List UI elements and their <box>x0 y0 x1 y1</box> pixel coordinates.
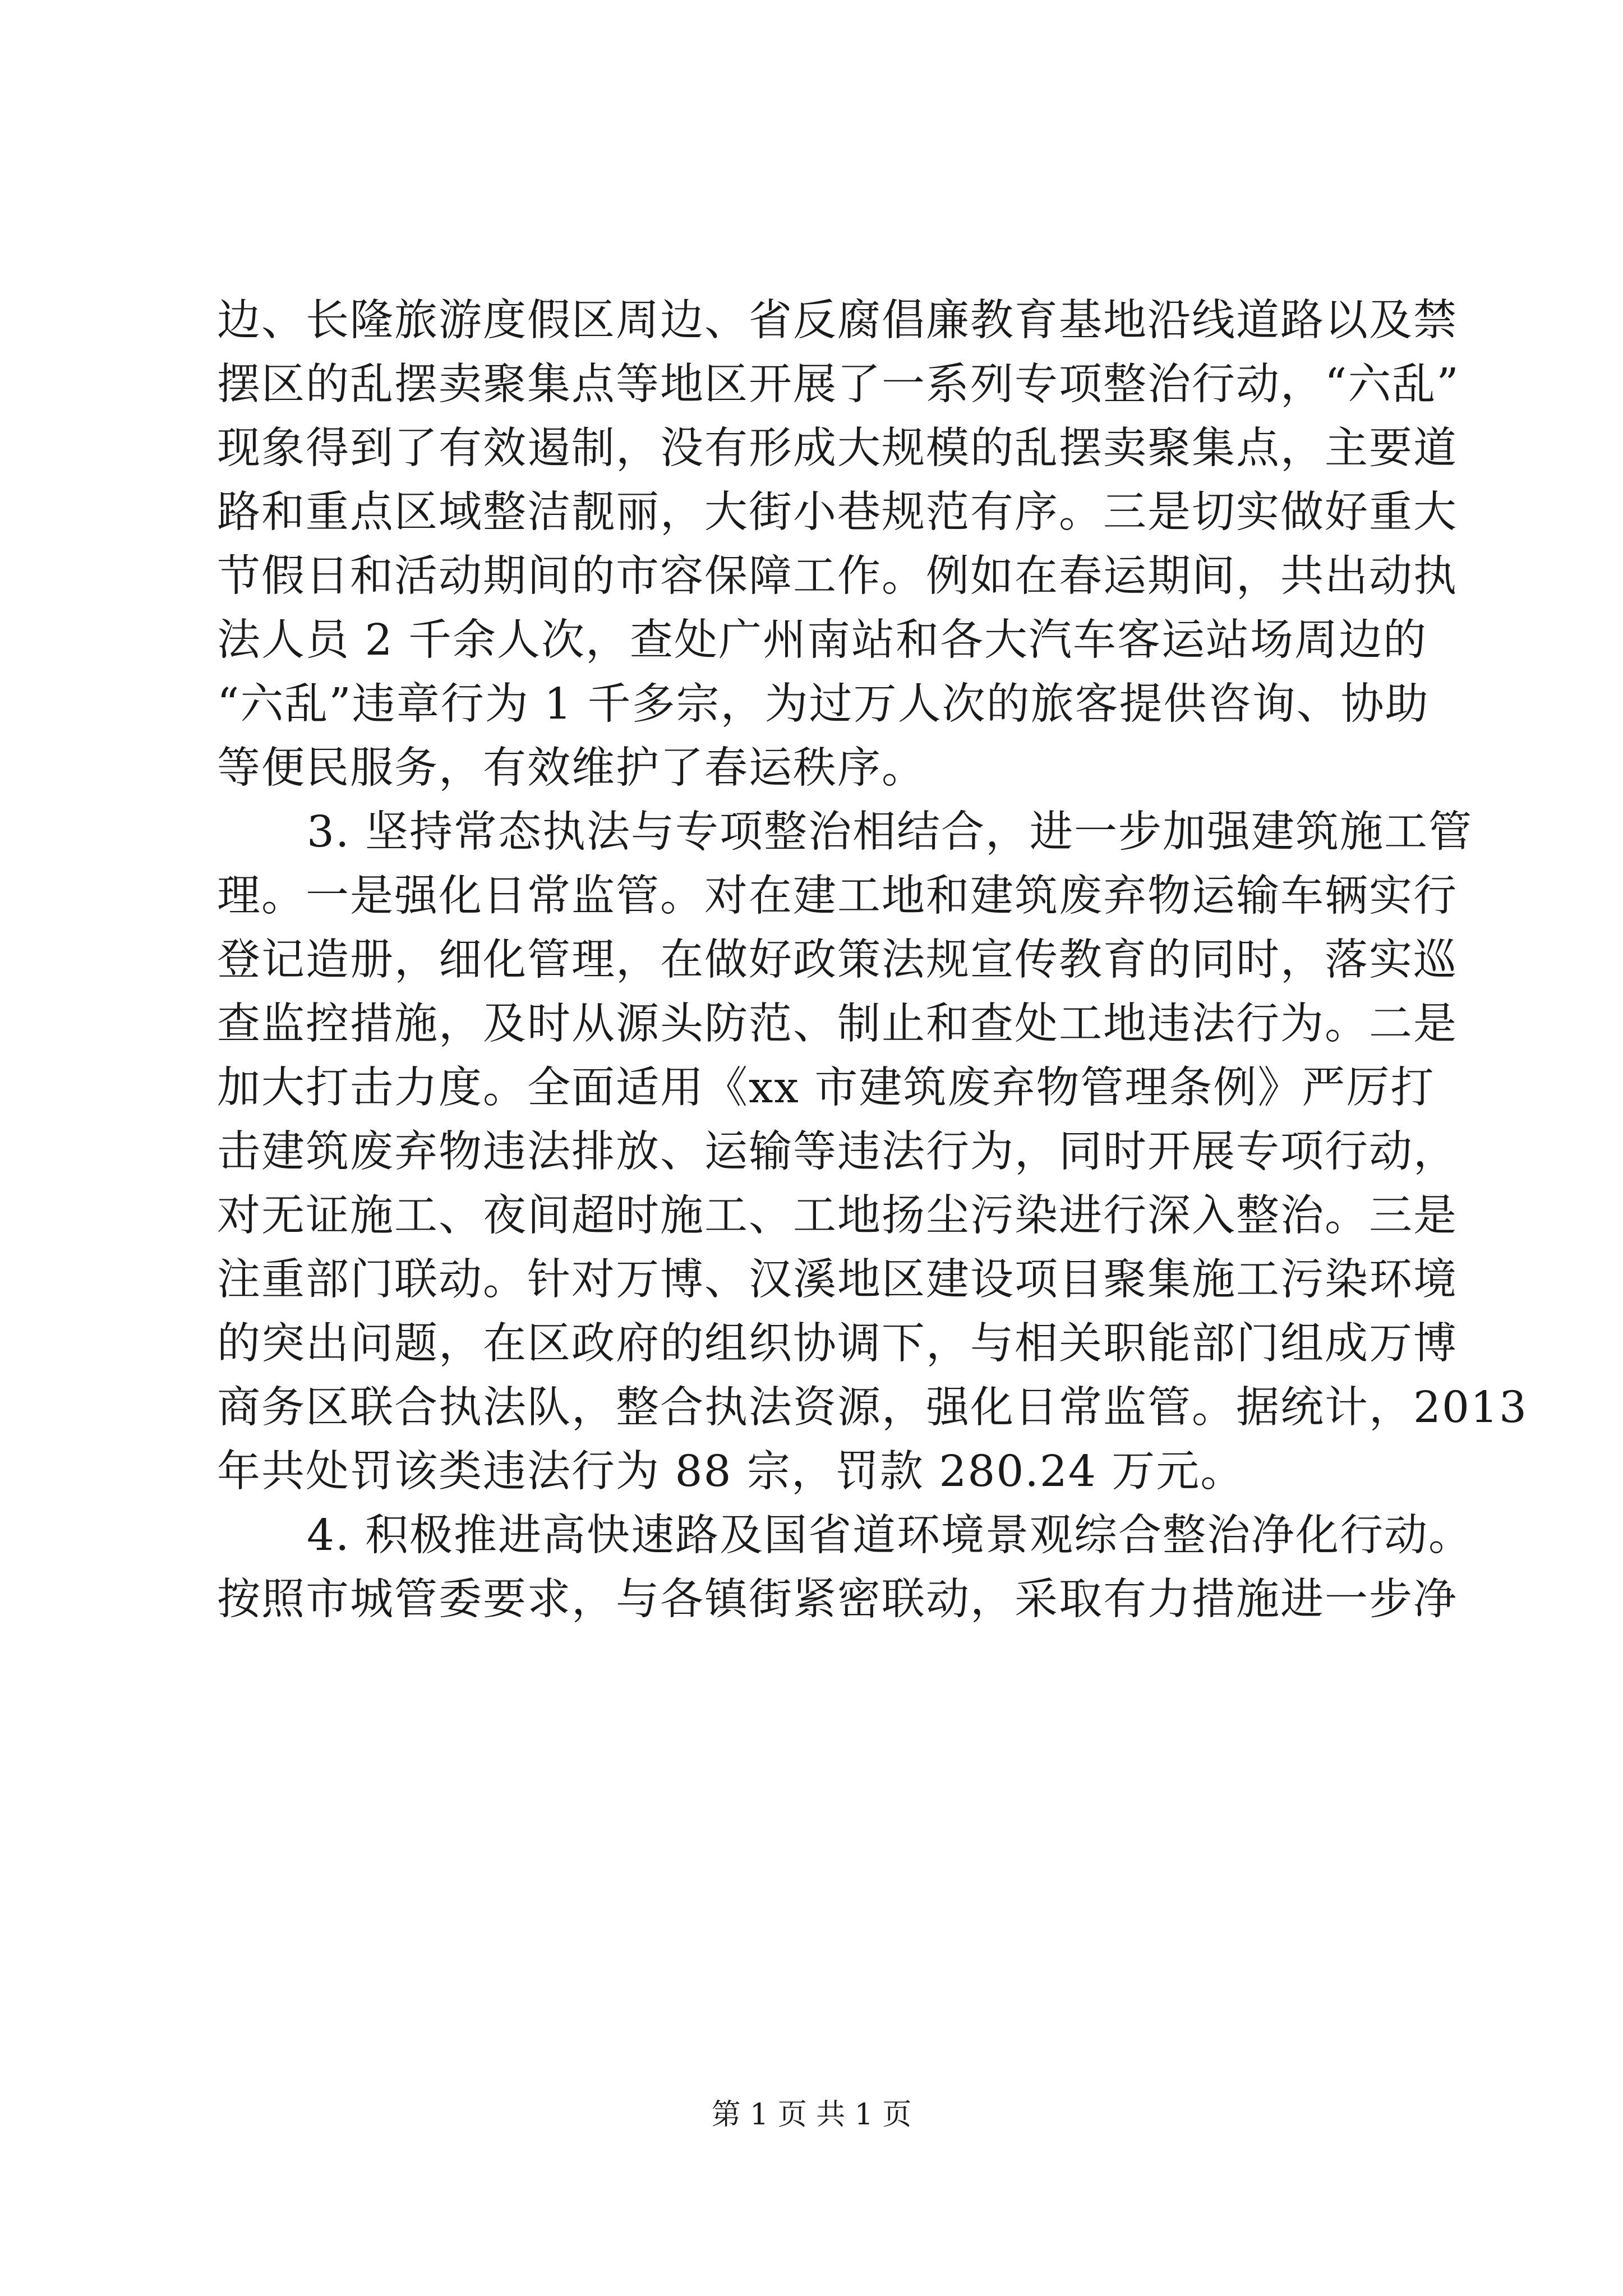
text-line: 边、长隆旅游度假区周边、省反腐倡廉教育基地沿线道路以及禁 <box>217 296 1458 346</box>
text-line: 对无证施工、夜间超时施工、工地扬尘污染进行深入整治。三是 <box>217 1191 1458 1241</box>
text-line: 注重部门联动。针对万博、汉溪地区建设项目聚集施工污染环境 <box>217 1255 1458 1305</box>
text-line: 按照市城管委要求，与各镇街紧密联动，采取有力措施进一步净 <box>217 1575 1458 1625</box>
text-line: 摆区的乱摆卖聚集点等地区开展了一系列专项整治行动，“六乱” <box>217 360 1460 409</box>
text-line: 等便民服务，有效维护了春运秩序。 <box>217 743 926 793</box>
paragraph-2 <box>217 800 1528 1504</box>
paragraph-3 <box>217 1504 1473 1632</box>
paragraph-1 <box>217 289 1460 800</box>
text-line: 路和重点区域整洁靓丽，大街小巷规范有序。三是切实做好重大 <box>217 487 1458 537</box>
text-line: 3. 坚持常态执法与专项整治相结合，进一步加强建筑施工管 <box>307 807 1473 857</box>
text-line: 击建筑废弃物违法排放、运输等违法行为，同时开展专项行动， <box>217 1127 1458 1177</box>
text-line: 现象得到了有效遏制，没有形成大规模的乱摆卖聚集点，主要道 <box>217 424 1458 473</box>
text-line: 4. 积极推进高快速路及国省道环境景观综合整治净化行动。 <box>307 1511 1473 1561</box>
text-line: “六乱”违章行为 1 千多宗，为过万人次的旅客提供咨询、协助 <box>217 679 1430 729</box>
text-line: 法人员 2 千余人次，查处广州南站和各大汽车客运站场周边的 <box>217 615 1427 665</box>
text-line: 的突出问题，在区政府的组织协调下，与相关职能部门组成万博 <box>217 1319 1458 1369</box>
text-line: 理。一是强化日常监管。对在建工地和建筑废弃物运输车辆实行 <box>217 871 1458 921</box>
page-number-label: 第 1 页 共 1 页 <box>711 2098 912 2132</box>
text-line: 加大打击力度。全面适用《xx 市建筑废弃物管理条例》严厉打 <box>217 1063 1435 1113</box>
text-line: 商务区联合执法队，整合执法资源，强化日常监管。据统计，2013 <box>217 1383 1528 1433</box>
text-line: 查监控措施，及时从源头防范、制止和查处工地违法行为。二是 <box>217 999 1458 1049</box>
text-line: 登记造册，细化管理，在做好政策法规宣传教育的同时，落实巡 <box>217 935 1458 985</box>
text-line: 节假日和活动期间的市容保障工作。例如在春运期间，共出动执 <box>217 551 1458 601</box>
page-footer <box>0 2095 1623 2134</box>
body-text <box>217 289 1528 1632</box>
text-line: 年共处罚该类违法行为 88 宗，罚款 280.24 万元。 <box>217 1447 1245 1497</box>
